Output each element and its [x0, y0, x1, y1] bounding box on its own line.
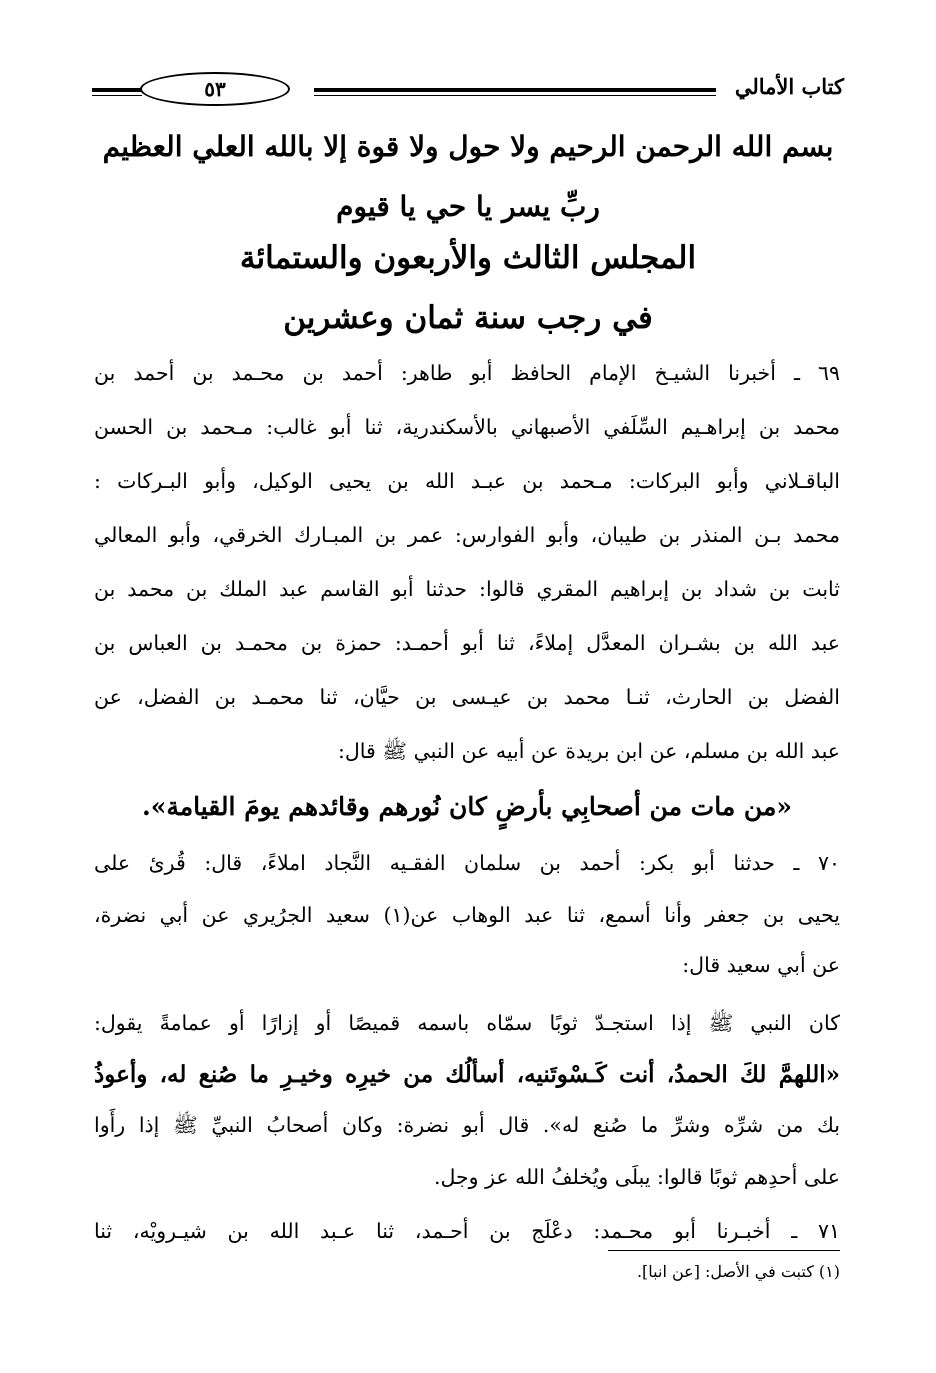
text-line: عبد الله بن مسلم، عن ابن بريدة عن أبيه عن النبي ﷺ قال:: [337, 739, 840, 763]
text-line: عبد الله بن بشـران المعدَّل إملاءً، ثنا أبو أحمـد: حمزة بن محمـد بن العباس بن: [94, 631, 840, 655]
page-number: ٥٣: [140, 72, 290, 106]
text-line: الفضل بن الحارث، ثنـا محمد بن عيـسى بن حيَّان، ثنا محمـد بن الفضل، عن: [94, 685, 840, 709]
text-line: الباقـلاني وأبو البركات: مـحمد بن عبـد الله بن يحيى الوكيل، وأبو البـركات :: [94, 469, 840, 493]
header-rule-left: [92, 88, 142, 96]
text-line: يحيى بن جعفر وأنا أسمع، ثنا عبد الوهاب عن(١) سعيد الجرُيري عن أبي نضرة،: [94, 903, 841, 927]
text-line: ثابت بن شداد بن إبراهيم المقري قالوا: حدثنا أبو القاسم عبد الملك بن محمد بن: [94, 577, 840, 601]
header-rule-right: [314, 88, 716, 96]
text-line: ٦٩ ـ أخبرنا الشيـخ الإمام الحافظ أبو طاهر: أحمد بن محـمد بن أحمد بن: [94, 361, 840, 385]
footnote: (١) كتبت في الأصل: [عن انبا].: [636, 1262, 840, 1281]
text-line: كان النبي ﷺ إذا استجـدّ ثوبًا سمّاه باسمه قميصًا أو إزارًا أو عمامةً يقول:: [94, 1011, 840, 1035]
book-title: كتاب الأمالي: [734, 74, 844, 99]
majlis-heading: المجلس الثالث والأربعون والستمائة: [239, 240, 697, 276]
text-line: على أحدِهم ثوبًا قالوا: يبلَى ويُخلفُ الله عز وجل.: [433, 1165, 840, 1189]
hadith-quote: «من مات من أصحابِي بأرضٍ كان نُورهم وقائدهم يومَ القيامة».: [142, 792, 792, 821]
text-line: ٧١ ـ أخبـرنا أبو محـمد: دعْلَج بن أحـمد، ثنا عـبد الله بن شيـرويْه، ثنا: [94, 1219, 840, 1243]
footnote-rule: [608, 1250, 840, 1251]
page-header: [92, 70, 844, 110]
text-line: محمد بـن المنذر بن طيبان، وأبو الفوارس: عمر بن المبـارك الخرقي، وأبو المعالي: [94, 523, 840, 547]
text-line: عن أبي سعيد قال:: [682, 953, 840, 977]
dua-heading: ربِّ يسر يا حي يا قيوم: [336, 190, 600, 223]
text-line: ٧٠ ـ حدثنا أبو بكر: أحمد بن سلمان الفقـيه النَّجاد املاءً، قال: قُرئ على: [94, 851, 840, 875]
text-line: محمد بن إبراهـيم السِّلَفي الأصبهاني بالأسكندرية، ثنا أبو غالب: مـحمد بن الحسن: [94, 415, 840, 439]
dua-text-line: «اللهمَّ لكَ الحمدُ، أنت كَـسْوتَنيه، أسألُك من خيرِه وخيـرِ ما صُنع له، وأعوذُ: [94, 1061, 840, 1088]
text-line: بك من شرِّه وشرِّ ما صُنع له». قال أبو نضرة: وكان أصحابُ النبيِّ ﷺ إذا رأَوا: [94, 1113, 840, 1137]
date-heading: في رجب سنة ثمان وعشرين: [283, 300, 653, 336]
basmala-heading: بسم الله الرحمن الرحيم ولا حول ولا قوة إلا بالله العلي العظيم: [102, 130, 834, 163]
